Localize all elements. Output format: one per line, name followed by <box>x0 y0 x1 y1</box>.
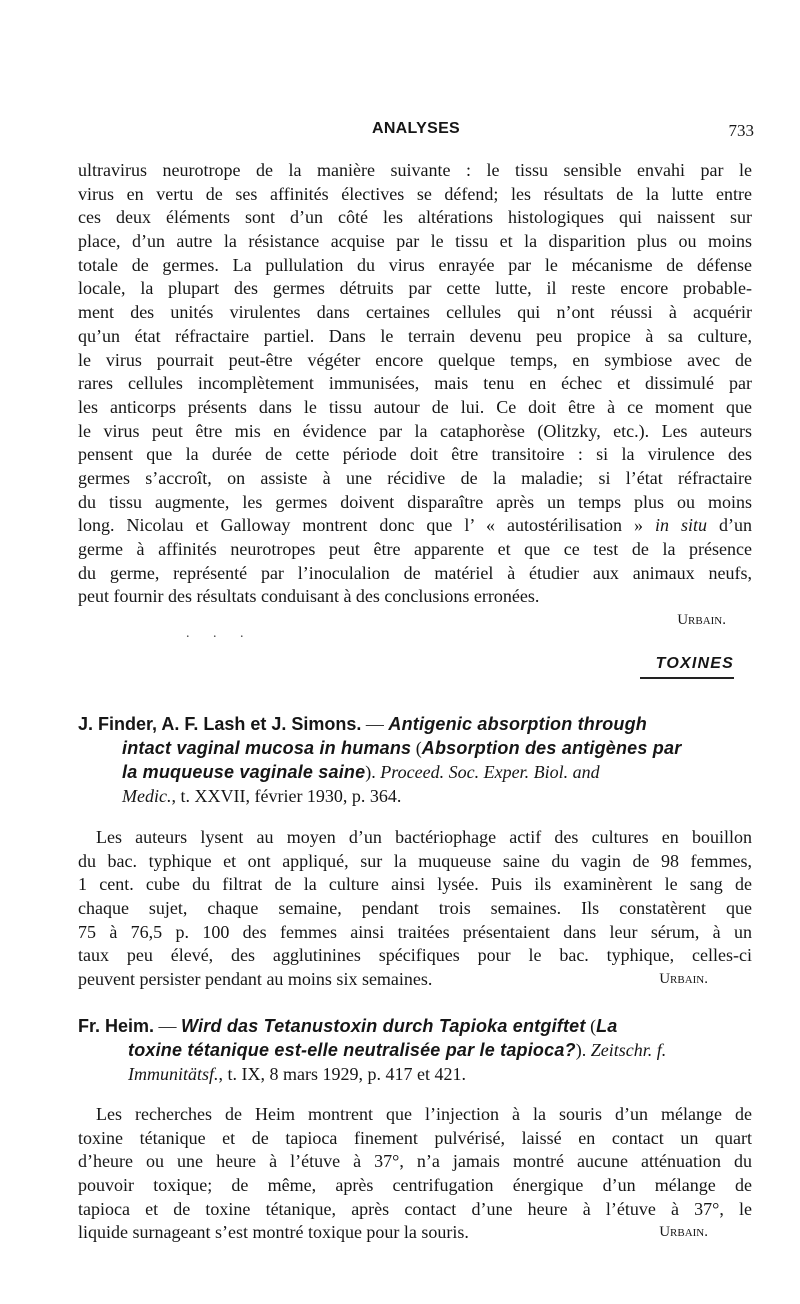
text-line: totale de germes. La pullulation du virus enrayée par le mécanisme de défense <box>78 254 752 275</box>
text-fragment: liquide surnageant s’est montré toxique pour la souris. <box>78 1222 469 1243</box>
article-authors: J. Finder, A. F. Lash et J. Simons. <box>78 714 362 734</box>
text-line: locale, la plupart des germes détruits par cette lutte, il reste encore probable- <box>78 278 752 299</box>
text-line: le virus peut être mis en évidence par la cataphorèse (Olitzky, etc.). Les auteurs <box>78 420 752 441</box>
journal-name: Immunitätsf. <box>128 1064 219 1084</box>
text-line: place, d’un autre la résistance acquise par le tissu et la disparition plus ou moins <box>78 231 752 252</box>
text-line: Les recherches de Heim montrent que l’injection à la souris d’un mélange de <box>96 1104 752 1124</box>
section-heading: TOXINES <box>655 655 734 672</box>
text-line <box>78 514 752 538</box>
text-line: du tissu augmente, les germes doivent disparaître après un temps plus ou moins <box>78 491 752 512</box>
text-line: germes s’accroît, on assiste à une récidive de la maladie; si l’état réfractaire <box>78 467 752 488</box>
text-line: chaque sujet, chaque semaine, pendant trois semaines. Ils constatèrent que <box>78 898 752 919</box>
text-line: rares cellules incomplètement immunisées, mais tenu en échec et dissimulé par <box>78 373 752 394</box>
citation: , t. IX, 8 mars 1929, p. 417 et 421. <box>218 1064 466 1084</box>
dash: — <box>361 714 389 734</box>
section-underline <box>640 677 734 679</box>
running-head <box>78 120 754 144</box>
article-subtitle: la muqueuse vaginale saine <box>122 762 366 782</box>
text-line: tapioca et de toxine tétanique, après contact d’une heure à l’étuve à 37°, le <box>78 1198 752 1219</box>
text-line: ces deux éléments sont d’un côté les altérations histologiques qui naissent sur <box>78 207 752 228</box>
dash: — <box>154 1016 182 1036</box>
reviewer-signature: Urbain. <box>659 1224 708 1241</box>
article-subtitle: La <box>596 1016 618 1036</box>
article-reference-1 <box>78 712 758 808</box>
text-line: germe à affinités neurotropes peut être apparente et que ce test de la présence <box>78 539 752 559</box>
text-line: d’heure ou une heure à l’étuve à 37°, n’a jamais montré aucune atténuation du <box>78 1151 752 1172</box>
text-line: peut fournir des résultats conduisant à des conclusions erronées. <box>78 586 540 607</box>
text-line: Les auteurs lysent au moyen d’un bactériophage actif des cultures en bouillon <box>96 827 752 847</box>
text-line: les anticorps présents dans le tissu autour de lui. Ce doit être à ce moment que <box>78 396 752 417</box>
text-line <box>78 1221 752 1245</box>
text-fragment: peuvent persister pendant au moins six semaines. <box>78 969 433 990</box>
article-subtitle: toxine tétanique est-elle neutralisée par le tapioca? <box>128 1040 576 1060</box>
paren: ( <box>585 1016 597 1036</box>
paren: ). <box>365 762 381 782</box>
separator-dots: . . . <box>186 626 254 641</box>
text-line: toxine tétanique et de tapioca finement pulvérisé, laissé en contact un quart <box>78 1127 752 1148</box>
citation: , t. XXVII, février 1930, p. 364. <box>171 786 402 806</box>
paren: ( <box>411 738 422 758</box>
text-line: ment des unités virulentes dans certaines cellules qui n’ont réussi à acquérir <box>78 302 752 323</box>
text-line: qu’un état réfractaire partiel. Dans le terrain devenu peu propice à sa culture, <box>78 325 752 346</box>
text-line: ultravirus neurotrope de la manière suivante : le tissu sensible envahi par le <box>78 160 752 180</box>
text-line: pensent que la durée de cette période doit être transitoire : si la virulence des <box>78 444 752 465</box>
journal-name: Medic. <box>122 786 172 806</box>
review-paragraph-1 <box>78 159 752 631</box>
article-reference-2 <box>78 1014 758 1086</box>
journal-name: Zeitschr. f. <box>590 1040 667 1060</box>
reviewer-signature: Urbain. <box>677 612 726 629</box>
text-line: pouvoir toxique; de même, après centrifugation énergique d’un mélange de <box>78 1175 752 1196</box>
review-paragraph-3 <box>78 1103 752 1245</box>
paren: ). <box>575 1040 591 1060</box>
text-fragment: d’un <box>707 515 753 536</box>
text-fragment: long. Nicolau et Galloway montrent donc que l’ « autostérilisation » <box>78 515 655 536</box>
text-line: du bac. typhique et ont appliqué, sur la muqueuse saine du vagin de 98 femmes, <box>78 850 752 871</box>
text-line: 1 cent. cube du filtrat de la culture ainsi lysée. Puis ils examinèrent le sang de <box>78 874 752 895</box>
article-title: intact vaginal mucosa in humans <box>122 738 412 758</box>
text-line: virus en vertu de ses affinités électives se défend; les résultats de la lutte entre <box>78 183 752 204</box>
italic-phrase: in situ <box>655 515 708 536</box>
reviewer-signature: Urbain. <box>659 971 708 988</box>
running-head-title: ANALYSES <box>371 120 461 137</box>
article-authors: Fr. Heim. <box>78 1016 155 1036</box>
page-number: 733 <box>728 121 754 140</box>
article-title: Antigenic absorption through <box>388 714 647 734</box>
text-line: 75 à 76,5 p. 100 des femmes ainsi traitées présentaient dans leur sérum, à un <box>78 921 752 942</box>
text-line: du germe, représenté par l’inoculalion de matériel à étudier aux animaux neufs, <box>78 562 752 583</box>
text-line: le virus pourrait peut-être végéter encore quelque temps, en symbiose avec de <box>78 349 752 370</box>
article-subtitle: Absorption des antigènes par <box>421 738 682 758</box>
review-paragraph-2 <box>78 826 752 992</box>
article-title: Wird das Tetanustoxin durch Tapioka entgiftet <box>181 1016 586 1036</box>
text-line: taux peu élevé, des agglutinines spécifiques pour le bac. typhique, celles-ci <box>78 945 752 966</box>
journal-name: Proceed. Soc. Exper. Biol. and <box>380 762 600 782</box>
text-line <box>78 968 752 992</box>
